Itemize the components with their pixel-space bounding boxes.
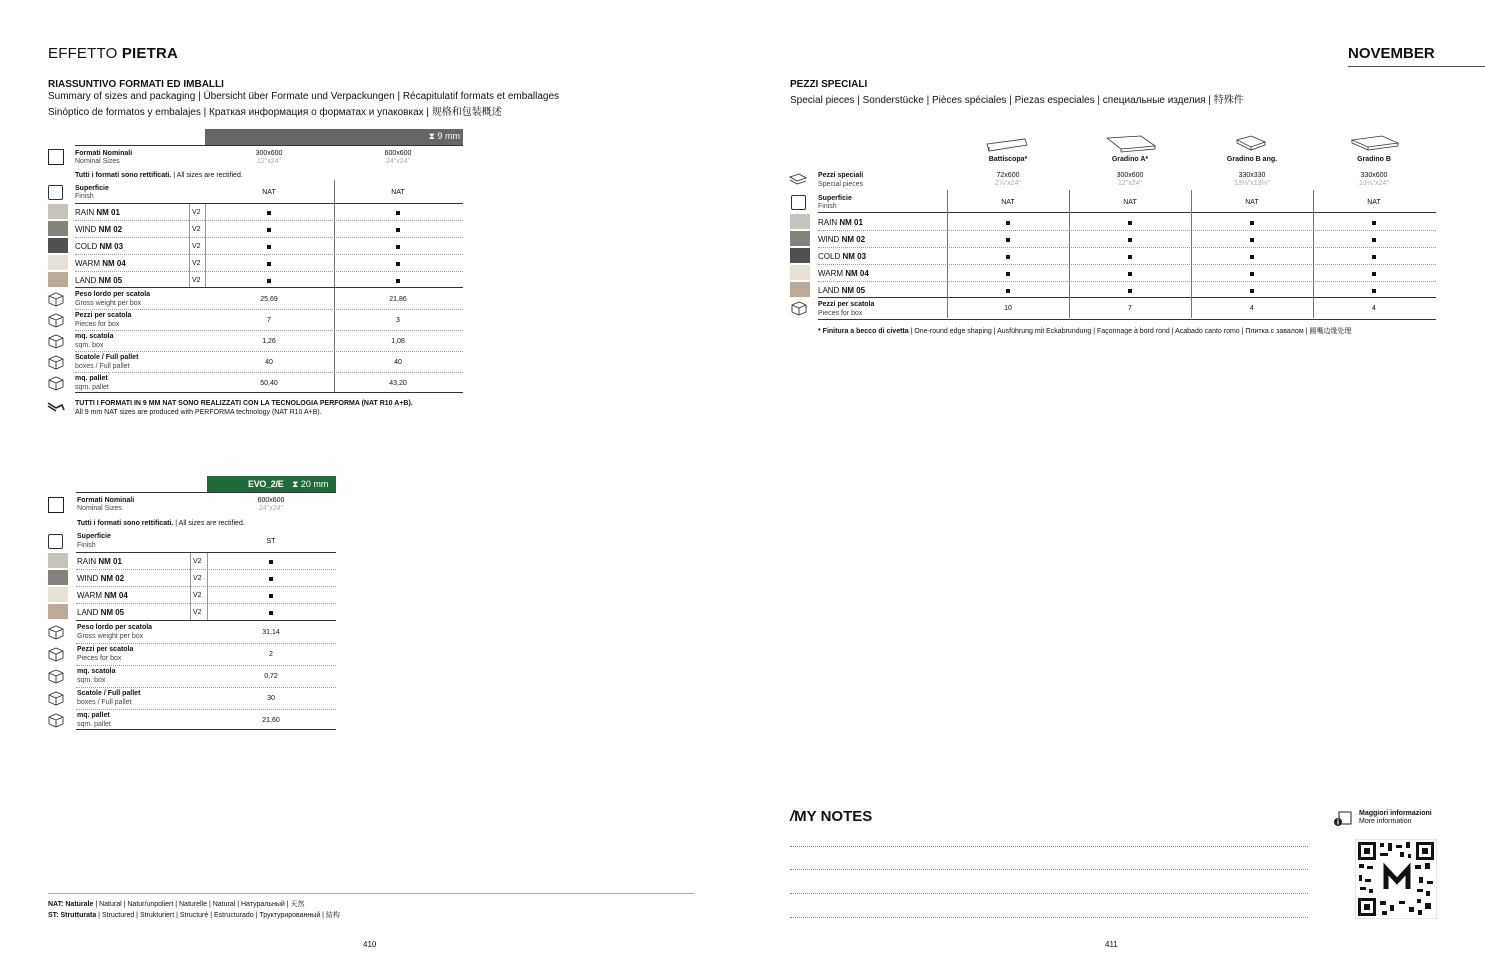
availability-dot xyxy=(1128,272,1132,276)
size-600x600-inch: 24"x24" xyxy=(385,158,411,165)
box-icon xyxy=(47,312,65,329)
notes-line[interactable] xyxy=(790,869,1308,870)
pack-value: 40 xyxy=(394,359,402,366)
finish-sublabel-2: Finish xyxy=(77,542,96,549)
pack-value: 43,20 xyxy=(389,380,407,387)
pcs-sublabel-right: Pieces for box xyxy=(818,310,863,317)
piece-finish: NAT xyxy=(1123,199,1137,206)
row-divider xyxy=(76,687,336,688)
info-icon xyxy=(1333,810,1353,828)
summary-subtitle-1: Summary of sizes and packaging | Übersicht über Formate und Verpackungen | Récapitulatif formats et emballages xyxy=(48,91,560,102)
color-code: NM 02 xyxy=(98,225,123,234)
row-divider xyxy=(76,709,336,710)
color-code: NM 04 xyxy=(102,259,126,268)
pack-label: Peso lordo per scatola xyxy=(77,624,153,631)
color-swatch xyxy=(790,265,810,280)
sizes-label-2: Formati Nominali xyxy=(77,497,135,504)
piece-finish: NAT xyxy=(1367,199,1381,206)
row-divider xyxy=(818,264,1436,265)
gradino-a-drawing xyxy=(1105,134,1157,154)
piece-name: Gradino B xyxy=(1357,156,1391,163)
page-title: EFFETTO PIETRA xyxy=(48,45,179,62)
color-name: RAIN xyxy=(818,218,840,227)
availability-dot xyxy=(267,211,271,215)
sizes-label: Formati Nominali xyxy=(75,150,133,157)
pack-sublabel: Pieces for box xyxy=(75,321,120,328)
pack-sublabel: sqm. pallet xyxy=(75,384,109,391)
thickness-label-20mm: ⧗ 20 mm xyxy=(292,479,329,489)
row-divider xyxy=(75,271,463,272)
availability-dot xyxy=(1006,255,1010,259)
availability-dot xyxy=(396,228,400,232)
color-code: NM 02 xyxy=(100,574,125,583)
special-title: PEZZI SPECIALI xyxy=(790,79,868,90)
pack-value: 50,40 xyxy=(260,380,278,387)
piece-size: 300x600 xyxy=(1116,172,1144,179)
piece-size: 330x330 xyxy=(1238,172,1266,179)
pieces-per-box-value: 4 xyxy=(1250,305,1254,312)
piece-size-inch: 2⅞"x24" xyxy=(995,180,1021,187)
color-label xyxy=(77,608,124,617)
notes-line[interactable] xyxy=(790,917,1308,918)
color-swatch xyxy=(48,553,68,568)
availability-dot xyxy=(1372,238,1376,242)
piece-name: Gradino A* xyxy=(1111,156,1149,163)
sizes-sublabel: Nominal Sizes xyxy=(75,158,120,165)
pack-value: 30 xyxy=(267,695,275,702)
page-number-left: 410 xyxy=(363,940,377,949)
piece-size: 330x600 xyxy=(1360,172,1388,179)
battiscopa-drawing xyxy=(985,136,1030,154)
variation-label: V2 xyxy=(193,592,202,599)
availability-dot xyxy=(1006,289,1010,293)
availability-dot xyxy=(1250,289,1254,293)
color-swatch xyxy=(48,570,68,585)
pieces-per-box-value: 10 xyxy=(1004,305,1012,312)
box-icon xyxy=(47,668,65,685)
color-name: COLD xyxy=(75,242,100,251)
availability-dot xyxy=(1128,255,1132,259)
finish-sublabel-right: Finish xyxy=(818,203,837,210)
row-divider xyxy=(75,330,463,331)
color-label xyxy=(818,252,866,261)
brand-title: NOVEMBER xyxy=(1348,45,1435,62)
availability-dot xyxy=(396,262,400,266)
pack-label: Pezzi per scatola xyxy=(75,312,132,319)
special-pieces-label: Pezzi speciali xyxy=(818,172,864,179)
availability-dot xyxy=(1250,272,1254,276)
finish-icon-right xyxy=(791,195,806,210)
gradino-b-ang-drawing xyxy=(1235,134,1271,154)
color-code: NM 05 xyxy=(100,608,125,617)
box-icon-right xyxy=(790,300,808,317)
piece-finish: NAT xyxy=(1245,199,1259,206)
variation-label: V2 xyxy=(193,575,202,582)
finish-icon xyxy=(48,185,63,200)
availability-dot xyxy=(1250,255,1254,259)
availability-dot xyxy=(1250,238,1254,242)
pack-value: 21,60 xyxy=(262,717,280,724)
pack-sublabel: Gross weight per box xyxy=(75,300,142,307)
finish-label-2: Superficie xyxy=(77,533,111,540)
color-swatch xyxy=(790,214,810,229)
pack-value: 2 xyxy=(269,651,273,658)
availability-dot xyxy=(1372,221,1376,225)
color-swatch xyxy=(48,604,68,619)
box-icon xyxy=(47,354,65,371)
finish-label: Superficie xyxy=(75,185,109,192)
pack-sublabel: boxes / Full pallet xyxy=(77,699,132,706)
color-name: WIND xyxy=(75,225,99,234)
availability-dot xyxy=(1372,289,1376,293)
color-code: NM 05 xyxy=(841,286,866,295)
variation-label: V2 xyxy=(192,260,201,267)
color-name: WIND xyxy=(77,574,101,583)
finish-icon-2 xyxy=(48,534,63,549)
color-name: WARM xyxy=(75,259,103,268)
color-name: LAND xyxy=(75,276,99,285)
color-swatch xyxy=(790,248,810,263)
pack-label: mq. scatola xyxy=(77,668,116,675)
special-footnote: * Finitura a becco di civetta | One-round edge shaping | Ausführung mit Eckabrundung | Façonnage à bord rond | Acabado canto romo | Плитка с завалом | 圓嘴边缘处理 xyxy=(818,328,1352,335)
box-icon xyxy=(47,624,65,641)
color-code: NM 01 xyxy=(98,557,122,566)
notes-title: /MY NOTES xyxy=(790,808,873,825)
box-icon xyxy=(47,375,65,392)
availability-dot xyxy=(1006,238,1010,242)
availability-dot xyxy=(396,245,400,249)
row-divider xyxy=(75,309,463,310)
color-code: NM 03 xyxy=(99,242,124,251)
color-label xyxy=(77,591,128,600)
color-label xyxy=(818,269,869,278)
color-swatch xyxy=(790,231,810,246)
availability-dot xyxy=(267,228,271,232)
legend-st: ST: Strutturata | Structured | Strukturiert | Structuré | Estructurado | Труктурированный | 結构 xyxy=(48,912,340,919)
notes-line[interactable] xyxy=(790,846,1308,847)
color-swatch xyxy=(48,238,68,253)
variation-label: V2 xyxy=(192,277,201,284)
color-code: NM 04 xyxy=(845,269,869,278)
color-name: WIND xyxy=(818,235,842,244)
color-swatch xyxy=(48,255,68,270)
color-label xyxy=(77,574,124,583)
color-name: RAIN xyxy=(75,208,97,217)
pack-value: 7 xyxy=(267,317,271,324)
pack-value: 25,69 xyxy=(260,296,278,303)
availability-dot xyxy=(269,594,273,598)
special-pieces-icon xyxy=(789,172,807,186)
rectified-note-2: Tutti i formati sono rettificati. | All sizes are rectified. xyxy=(77,520,245,527)
row-divider xyxy=(818,247,1436,248)
pack-value: 1,26 xyxy=(262,338,276,345)
sizes-sublabel-2: Nominal Sizes xyxy=(77,505,122,512)
color-code: NM 03 xyxy=(842,252,867,261)
size-600x600-evo-inch: 24"x24" xyxy=(258,505,284,512)
pack-sublabel: Gross weight per box xyxy=(77,633,144,640)
color-code: NM 02 xyxy=(841,235,866,244)
piece-name: Gradino B ang. xyxy=(1226,156,1278,163)
availability-dot xyxy=(269,611,273,615)
box-icon xyxy=(47,646,65,663)
availability-dot xyxy=(396,279,400,283)
color-name: WARM xyxy=(77,591,105,600)
gradino-b-drawing xyxy=(1350,134,1400,154)
notes-line[interactable] xyxy=(790,893,1308,894)
availability-dot xyxy=(1372,272,1376,276)
legend-nat: NAT: Naturale | Natural | Natur/unpoliert | Naturelle | Natural | Натуральный | 天然 xyxy=(48,901,305,908)
color-label xyxy=(75,242,123,251)
variation-label: V2 xyxy=(192,226,201,233)
size-square-icon xyxy=(48,149,64,165)
pack-sublabel: sqm. box xyxy=(75,342,104,349)
pack-label: mq. pallet xyxy=(75,375,108,382)
availability-dot xyxy=(1128,238,1132,242)
pieces-per-box-value: 7 xyxy=(1128,305,1132,312)
more-info-label: Maggiori informazioni xyxy=(1359,810,1432,817)
piece-size: 72x600 xyxy=(996,172,1020,179)
performa-note-bold: TUTTI I FORMATI IN 9 MM NAT SONO REALIZZATI CON LA TECNOLOGIA PERFORMA (NAT R10 A+B). xyxy=(75,400,413,407)
color-label xyxy=(818,218,863,227)
variation-label: V2 xyxy=(193,558,202,565)
special-subtitle: Special pieces | Sonderstücke | Pièces spéciales | Piezas especiales | специальные изделия | 特殊件 xyxy=(790,95,1244,106)
availability-dot xyxy=(1128,221,1132,225)
piece-size-inch: 13⅛"x13⅛" xyxy=(1234,180,1270,187)
size-square-icon-2 xyxy=(48,497,64,513)
size-600x600-evo: 600x600 xyxy=(257,497,285,504)
color-label xyxy=(75,225,122,234)
pieces-per-box-value: 4 xyxy=(1372,305,1376,312)
summary-title: RIASSUNTIVO FORMATI ED IMBALLI xyxy=(48,79,224,90)
row-divider xyxy=(76,569,336,570)
box-icon xyxy=(47,333,65,350)
pack-label: Pezzi per scatola xyxy=(77,646,134,653)
performa-icon xyxy=(47,400,65,414)
pack-value: 3 xyxy=(396,317,400,324)
availability-dot xyxy=(396,211,400,215)
availability-dot xyxy=(1006,272,1010,276)
row-divider xyxy=(76,665,336,666)
piece-size-inch: 13⅛"x24" xyxy=(1359,180,1389,187)
color-label xyxy=(75,208,120,217)
pack-sublabel: boxes / Full pallet xyxy=(75,363,130,370)
row-divider xyxy=(75,372,463,373)
pack-label: Scatole / Full pallet xyxy=(75,354,139,361)
pack-value: 1,08 xyxy=(391,338,405,345)
row-divider xyxy=(75,351,463,352)
size-300x600: 300x600 xyxy=(255,150,283,157)
rectified-note: Tutti i formati sono rettificati. | All sizes are rectified. xyxy=(75,172,243,179)
performa-note: All 9 mm NAT sizes are produced with PERFORMA technology (NAT R10 A+B). xyxy=(75,409,322,416)
row-divider xyxy=(818,281,1436,282)
evo-logo: EVO_2/E xyxy=(248,479,284,489)
color-label xyxy=(77,557,122,566)
row-divider xyxy=(818,230,1436,231)
piece-name: Battiscopa* xyxy=(988,156,1028,163)
finish-col2: NAT xyxy=(391,189,405,196)
availability-dot xyxy=(1250,221,1254,225)
availability-dot xyxy=(1372,255,1376,259)
color-label xyxy=(75,276,122,285)
variation-label: V2 xyxy=(192,243,201,250)
color-swatch xyxy=(48,221,68,236)
availability-dot xyxy=(267,262,271,266)
color-swatch xyxy=(48,204,68,219)
availability-dot xyxy=(1128,289,1132,293)
pack-label: Peso lordo per scatola xyxy=(75,291,151,298)
color-label xyxy=(75,259,126,268)
row-divider xyxy=(76,586,336,587)
page-number-right: 411 xyxy=(1105,940,1118,949)
special-pieces-sublabel: Special pieces xyxy=(818,181,864,188)
qr-code[interactable] xyxy=(1355,839,1437,919)
color-label xyxy=(818,286,865,295)
pack-label: Scatole / Full pallet xyxy=(77,690,141,697)
color-name: LAND xyxy=(77,608,101,617)
color-name: LAND xyxy=(818,286,842,295)
piece-finish: NAT xyxy=(1001,199,1015,206)
piece-size-inch: 12"x24" xyxy=(1117,180,1143,187)
pack-value: 40 xyxy=(265,359,273,366)
row-divider xyxy=(75,220,463,221)
pack-sublabel: sqm. pallet xyxy=(77,721,111,728)
finish-label-right: Superficie xyxy=(818,195,852,202)
color-swatch xyxy=(48,587,68,602)
color-swatch xyxy=(790,282,810,297)
row-divider xyxy=(76,643,336,644)
availability-dot xyxy=(267,279,271,283)
pack-value: 31,14 xyxy=(262,629,280,636)
box-icon xyxy=(47,291,65,308)
pack-value: 0,72 xyxy=(264,673,278,680)
color-swatch xyxy=(48,272,68,287)
pack-label: mq. pallet xyxy=(77,712,110,719)
availability-dot xyxy=(269,577,273,581)
box-icon xyxy=(47,712,65,729)
size-300x600-inch: 12"x24" xyxy=(256,158,282,165)
size-600x600: 600x600 xyxy=(384,150,412,157)
thickness-label-9mm: ⧗ 9 mm xyxy=(428,131,460,141)
pack-value: 21,86 xyxy=(389,296,407,303)
color-code: NM 04 xyxy=(104,591,128,600)
finish-sublabel: Finish xyxy=(75,193,94,200)
color-label xyxy=(818,235,865,244)
availability-dot xyxy=(269,560,273,564)
pack-label: mq. scatola xyxy=(75,333,114,340)
pack-sublabel: Pieces for box xyxy=(77,655,122,662)
color-name: WARM xyxy=(818,269,846,278)
summary-subtitle-2: Sinóptico de formatos y embalajes | Краткая информация о форматах и упаковках | 规格和包装概述 xyxy=(48,107,502,118)
availability-dot xyxy=(1006,221,1010,225)
row-divider xyxy=(75,237,463,238)
row-divider xyxy=(76,603,336,604)
row-divider xyxy=(75,254,463,255)
color-code: NM 01 xyxy=(96,208,120,217)
pack-sublabel: sqm. box xyxy=(77,677,106,684)
finish-col1: NAT xyxy=(262,189,276,196)
finish-st: ST xyxy=(266,538,276,545)
color-code: NM 05 xyxy=(98,276,123,285)
pcs-label-right: Pezzi per scatola xyxy=(818,301,875,308)
variation-label: V2 xyxy=(193,609,202,616)
more-info-sublabel: More information xyxy=(1359,818,1412,825)
color-name: COLD xyxy=(818,252,843,261)
availability-dot xyxy=(267,245,271,249)
color-code: NM 01 xyxy=(839,218,863,227)
variation-label: V2 xyxy=(192,209,201,216)
box-icon xyxy=(47,690,65,707)
color-name: RAIN xyxy=(77,557,99,566)
